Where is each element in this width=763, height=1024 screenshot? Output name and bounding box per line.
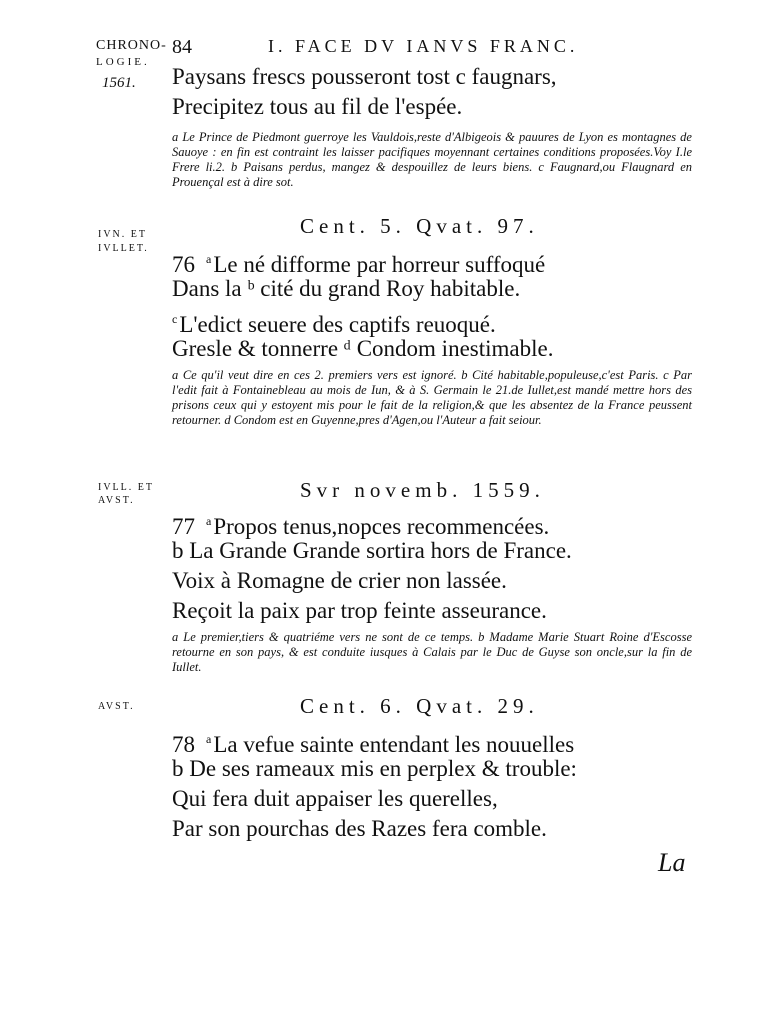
verse-line: Precipitez tous au fil de l'espée. — [172, 94, 463, 119]
verse-text: Propos tenus,nopces recommencées. — [213, 514, 550, 539]
verse-line: Reçoit la paix par trop feinte asseurance. — [172, 598, 547, 623]
verse-line: Paysans frescs pousseront tost c faugnars, — [172, 64, 557, 89]
margin-date: IVLLET. — [98, 243, 149, 254]
verse-line: Gresle & tonnerre ᵈ Condom inestimable. — [172, 336, 554, 361]
quatrain-heading: Cent. 5. Qvat. 97. — [300, 214, 539, 238]
verse-line: Dans la ᵇ cité du grand Roy habitable. — [172, 276, 521, 301]
verse-line: b La Grande Grande sortira hors de France. — [172, 538, 572, 563]
verse-number: 77 — [172, 514, 195, 539]
margin-date: AVST. — [98, 495, 135, 506]
verse-number: 76 — [172, 252, 195, 277]
verse-line: b De ses rameaux mis en perplex & trouble: — [172, 756, 577, 781]
note-mark: c — [172, 312, 178, 326]
verse-text: L'edict seuere des captifs reuoqué. — [179, 312, 496, 337]
margin-header-logie: LOGIE. — [96, 56, 150, 68]
annotation: a Le premier,tiers & quatriéme vers ne sont de ce temps. b Madame Marie Stuart Roine d'Escosse retourne en son pays, & est conduite iusques à Calais par le Duc de Guyse son oncle,sur la fin de Iullet. — [172, 630, 692, 674]
note-mark: a — [206, 514, 212, 528]
margin-date: IVN. ET — [98, 229, 147, 240]
verse-line: Par son pourchas des Razes fera comble. — [172, 816, 547, 841]
annotation: a Le Prince de Piedmont guerroye les Vauldois,reste d'Albigeois & pauures de Lyon es montagnes de Sauoye : en fin est contraint les laisser pacifiques moyennant certaines conditions proposées.Voy I.le Frere li.2. b Paisans perdus, mangez & despouillez de leurs biens. c Faugnard,ou Flaugnard en Prouençal est à dire sot. — [172, 130, 692, 189]
running-title: I. FACE DV IANVS FRANC. — [268, 36, 579, 56]
verse-line: Voix à Romagne de crier non lassée. — [172, 568, 507, 593]
note-mark: a — [206, 732, 212, 746]
quatrain-heading: Cent. 6. Qvat. 29. — [300, 694, 539, 718]
margin-date: IVLL. ET — [98, 482, 154, 493]
quatrain-heading: Svr novemb. 1559. — [300, 478, 545, 502]
margin-year: 1561. — [102, 75, 136, 91]
note-mark: a — [206, 252, 212, 266]
verse-text: La vefue sainte entendant les nouuelles — [213, 732, 575, 757]
verse-number: 78 — [172, 732, 195, 757]
margin-date: AVST. — [98, 701, 135, 712]
page-number: 84 — [172, 36, 192, 58]
annotation: a Ce qu'il veut dire en ces 2. premiers vers est ignoré. b Cité habitable,populeuse,c'est Paris. c Par l'edit fait à Fontainebleau au mois de Iun, & à S. Germain le 21.de Iullet,est mandé mettre hors des prisons ceux qui y estoyent mis pour le fait de la religion,& que les absentez de la France peussent retourner. d Condom est en Guyenne,pres d'Agen,ou l'Auteur a fait seiour. — [172, 368, 692, 427]
verse-text: Le né difforme par horreur suffoqué — [213, 252, 546, 277]
margin-header-chronologie: CHRONO- — [96, 38, 167, 53]
verse-line: Qui fera duit appaiser les querelles, — [172, 786, 498, 811]
catchword: La — [658, 848, 686, 877]
